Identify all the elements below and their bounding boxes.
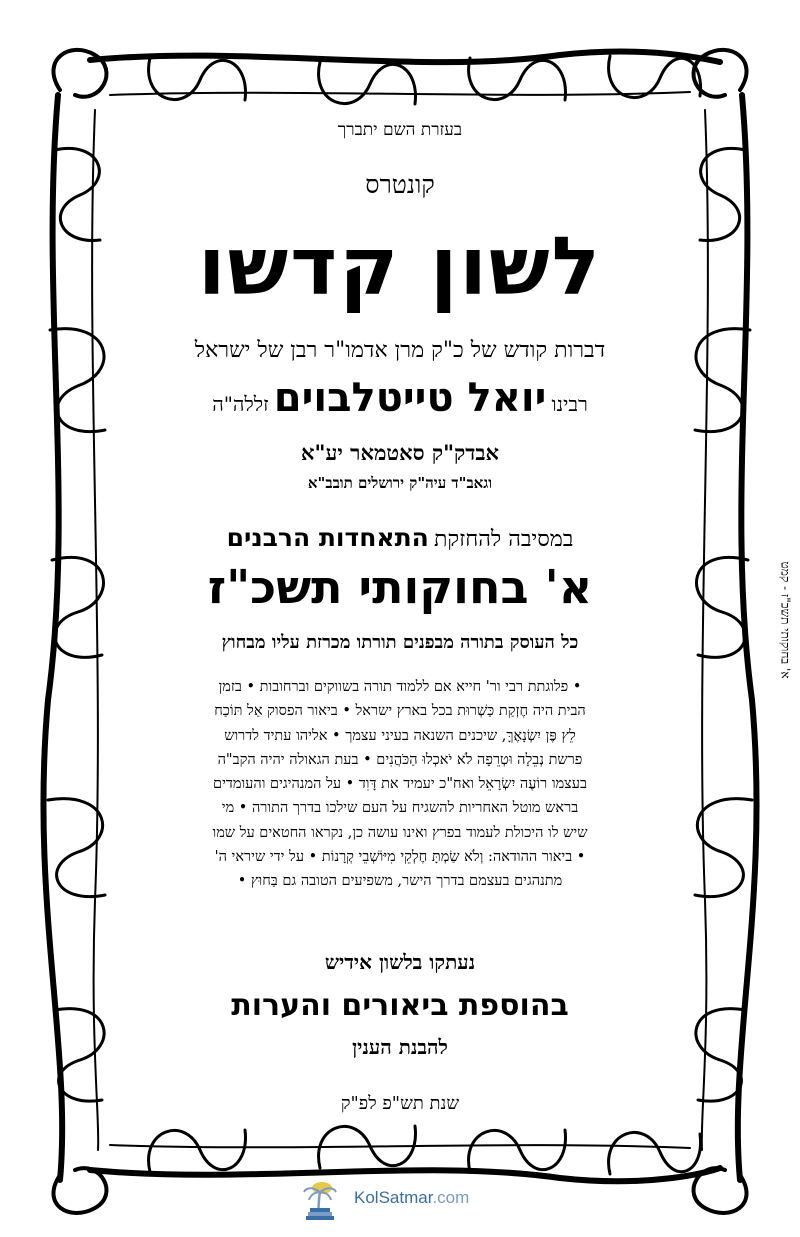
organization-name: התאחדות הרבנים [226, 523, 429, 552]
av-beit-din-line: אבדק"ק סאטמאר יע"א [301, 440, 499, 465]
palm-tree-books-icon [300, 1178, 350, 1224]
rebbe-name-line [120, 375, 680, 421]
date-title: א' בחוקותי תשכ"ז [207, 560, 593, 614]
topics-paragraph [130, 675, 670, 894]
rebbe-prefix: רבינו [551, 392, 588, 416]
topics-line: לֵץ פֶּן יִשְׂנָאֶךָּ, שיכנים השנאה בעיני עצמך • אליהו עתיד לדרוש [224, 727, 576, 744]
rebbe-suffix: זללה"ה [212, 392, 269, 416]
topics-line: • ביאור ההודאה: וְלֹא שַׂמְתָּ חֶלְקֵי מִיּוֹשְׁבֵי קְרָנוֹת • על ידי שיראי ה' [214, 849, 586, 866]
kuntres-label: קונטרס [365, 170, 435, 199]
blessing-header: בעזרת השם יתברך [337, 120, 463, 140]
side-page-note [770, 520, 800, 720]
main-title: לשון קדשו [198, 220, 602, 313]
side-page-note-text: א' בחוקותי תשכ"ז - קמט [778, 561, 793, 679]
logo-wordmark [354, 1188, 469, 1208]
subtitle-words-of: דברות קודש של כ"ק מרן אדמו"ר רבן של ישראל [194, 338, 606, 363]
logo-brand: KolSatmar [354, 1188, 433, 1207]
jerusalem-line: וגאב"ד עיה"ק ירושלים תובב"א [307, 474, 493, 492]
kolsatmar-logo[interactable] [300, 1178, 500, 1224]
additions-title: בהוספת ביאורים והערות [231, 988, 569, 1023]
topics-line: שיש לו היכולת לעמוד בפרץ ואינו עושה כן, נקראו החטאים על שמו [212, 824, 588, 841]
topics-line: מתנהגים בעצמם בדרך הישר, משפיעים הטובה גם בַּחוּץ • [237, 873, 563, 890]
logo-tld: .com [432, 1188, 470, 1207]
publication-year: שנת תש"פ לפ"ק [340, 1093, 460, 1114]
rebbe-name: יואל טייטלבוים [273, 375, 547, 421]
occasion-prefix: במסיבה להחזקת [433, 527, 574, 552]
tagline: כל העוסק בתורה מבפנים תורתו מכרזת עליו מבחוץ [221, 632, 579, 653]
topics-line: בעצמו רוֹעֶה יִשְׂרָאֵל ואח"כ יעמיד את דָּוִד • על המנהיגים והעומדים [213, 776, 587, 793]
topics-line: הבית היה חֶזְקַת כַּשְׁרוּת בכל בארץ ישראל • ביאור הפסוק אַל תּוֹכַח [214, 703, 586, 720]
topics-line: בראש מוטל האחריות להשגיח על העם שילכו בדרך התורה • מי [221, 800, 579, 817]
translated-note: נעתקו בלשון אידיש [324, 950, 476, 974]
topics-line: פרשת נְבֵלָה וּטְרֵפָה לֹא יֹאכְלוּ הַכֹּהֲנִים • בעת הגאולה יהיה הקב"ה [217, 751, 583, 768]
occasion-line [120, 523, 680, 552]
understanding-line: להבנת הענין [352, 1035, 448, 1059]
topics-line: • פלוגתת רבי ור' חייא אם ללמוד תורה בשווקים וברחובות • בזמן [218, 679, 582, 695]
